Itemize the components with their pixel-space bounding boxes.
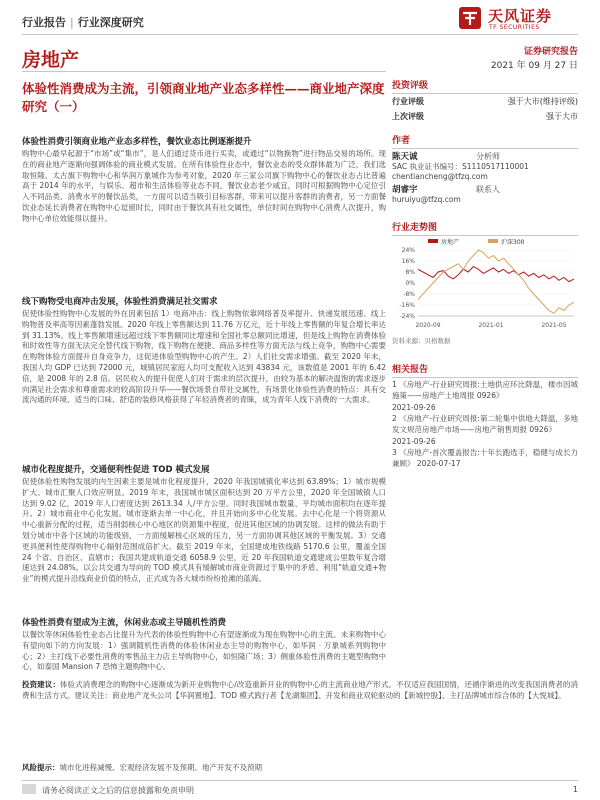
rating-key: 上次评级 <box>392 112 424 121</box>
section-heading: 投资建议： <box>22 680 60 689</box>
related-report-date: 2021-09-26 <box>392 403 436 412</box>
x-tick-label: 2021-01 <box>478 322 504 329</box>
section-paragraph: 购物中心最早起源于“市场”或“集市”，是人们通过货币进行买卖，或通过“以物换物”进行物品交易的场所。现在的商业地产逐渐向强调体验的商业模式发展。在所有体验性业态中，餐饮业态的受众群体最为广泛，我们选取恒隆、太古旗下购物中心和华润万象城作为参考对象，2020 年三家公司旗下购物中心的餐饮业态占比普遍高于 2014 年的水平，与娱乐、超市和生活体验等业态不同，餐饮业态老少咸宜，同时可根据购物中心定位引入不同品类、消费水平的餐饮品类，一方面可以适当吸引目标客群，带来可以提升客群的消费者，另一方面餐饮业态延长消费者在购物中心逗留时长，同时由于餐饮具有社交属性，单位时间在购物中心消费人次提升，购物中心单位效能得以提升。 <box>22 149 386 223</box>
author-name: 胡睿宇 <box>392 185 418 195</box>
legend-label: 沪深300 <box>501 239 525 246</box>
y-tick-label: 0% <box>405 280 415 287</box>
rating-key: 行业评级 <box>392 97 424 106</box>
y-tick-label: -24% <box>399 313 415 320</box>
section-heading: 体验性消费引领商业地产业态多样性，餐饮业态比例逐渐提升 <box>22 137 252 147</box>
rating-row <box>392 96 578 109</box>
y-tick-label: 8% <box>405 269 415 276</box>
section-drivers <box>22 295 386 406</box>
author-role: 联系人 <box>476 185 500 194</box>
footer-divider <box>22 780 578 781</box>
report-type: 证券研究报告 <box>523 47 578 57</box>
logo-text-en: TF SECURITIES <box>489 24 540 31</box>
category-separator: | <box>70 16 74 29</box>
report-date: 2021 年 09 月 27 日 <box>490 61 578 71</box>
section-heading: 体验性消费有望成为主流，休闲业态或主导随机性消费 <box>22 618 227 628</box>
author-email[interactable]: huruiyu@tfzq.com <box>392 195 461 204</box>
authors-panel <box>392 133 578 205</box>
legend-label: 房地产 <box>441 239 460 246</box>
author-email[interactable]: chentiancheng@tfzq.com <box>392 172 488 181</box>
chart-source: 资料来源：贝格数据 <box>392 337 451 345</box>
legend-swatch <box>488 239 498 243</box>
authors-heading: 作者 <box>392 133 578 149</box>
section-heading: 城市化程度提升，交通便利性促进 TOD 模式发展 <box>22 465 210 475</box>
author-name: 陈天诚 <box>392 152 418 162</box>
y-tick-label: -8% <box>403 291 415 298</box>
x-tick-label: 2021-05 <box>541 322 567 329</box>
rating-value: 强于大市(维持评级) <box>507 97 578 106</box>
company-logo <box>458 4 578 34</box>
author-entry <box>392 185 578 205</box>
legend-swatch <box>428 239 438 243</box>
page-number: 1 <box>572 785 578 794</box>
series-line <box>418 250 574 313</box>
section-paragraph: 促使体验性购物中心发展的外在因素包括 1）电商冲击：线上购物依靠网络普及率提升、快递发展迅速、线上购物普及率高等因素蓬勃发展。2020 年线上零售额达到 11.76 万亿元，近十年线上零售额的年复合增长率达到 31.13%。线上零售额增速远超过线下零售额同比增速和全国社零总额同比增速，但是线上购物在消费体验和时效性等方面无法完全替代线下购物，线下购物在便捷、商品多样性等方面无法与线上竞争，购物中心需要在购物体验方面提升自身竞争力，这促进体验型购物中心的产生。2）人们社交需求增强。截至 2020 年末，我国人均 GDP 已达到 72000 元，城镇居民家庭人均可支配收入达到 43834 元，该数值是 2001 年的 6.42 倍，是 2008 年的 2.8 倍。居民收入的提升促使人们对于需求的层次提升，由较为基本的解决温饱的需求逐步向满足社会需求和尊重需求的较高阶段升华——餐饮场景自带社交属性，有场景化体验性消费的特点：具有交流沟通的环境、适当的口味、舒适的装修风格获得了年轻消费者的青睐，成为青年人线下消费的一大需求。 <box>22 309 386 405</box>
sector-divider <box>22 71 386 72</box>
header-divider <box>22 34 578 35</box>
category-tag: 行业报告 <box>22 16 66 29</box>
report-title: 体验性消费成为主流，引领商业地产业态多样性——商业地产深度研究（一） <box>22 81 385 114</box>
section-overview <box>22 135 386 225</box>
section-paragraph: 以餐饮等休闲体验性业态占比提升为代表的体验性购物中心有望逐渐成为现在购物中心的主流。未来购物中心有望向如下的方向发展：1）强调随机性消费的体验休闲业态主导的购物中心，如华润 · 万象城系列购物中心；2）主打线下必要性消费的零售品主力店主导购物中心，如恒隆广场；3）侧重体验性消费的主题型购物中心，如泰国 Mansion 7 恐怖主题购物中心。 <box>22 630 386 672</box>
logo-mark-icon <box>458 6 482 30</box>
y-tick-label: -16% <box>399 302 415 309</box>
section-urbanization <box>22 463 386 585</box>
rating-row <box>392 111 578 124</box>
sector-title: 房地产 <box>22 49 80 71</box>
section-heading: 线下购物受电商冲击发展，体验性消费满足社交需求 <box>22 297 218 307</box>
section-heading: 风险提示： <box>22 763 60 772</box>
author-role: 分析师 <box>476 152 500 161</box>
trend-panel <box>392 220 578 345</box>
author-entry <box>392 152 578 182</box>
y-tick-label: 16% <box>401 258 415 265</box>
related-report-date: 2021-09-26 <box>392 437 436 446</box>
related-heading: 相关报告 <box>392 362 578 378</box>
section-paragraph: 城市化进程减慢、宏观经济发展不及预期、地产开发不及预期 <box>59 763 262 772</box>
trend-heading: 行业走势图 <box>392 220 578 236</box>
footer-icon <box>22 784 36 794</box>
report-category <box>22 14 144 30</box>
logo-text-cn: 天风证券 <box>488 7 553 25</box>
subcategory-tag: 行业深度研究 <box>77 16 144 29</box>
section-risk <box>22 763 578 774</box>
related-panel <box>392 362 578 469</box>
section-investment <box>22 680 578 702</box>
related-report-link[interactable]: 3 《房地产-首次覆盖报告:十年长跑选手，稳健与成长力兼顾》 2020-07-17 <box>392 448 578 468</box>
related-report-link[interactable]: 2 《房地产-行业研究周报:第二轮集中供地大降温，多地发文规范房地产市场——房地产销售周报 0926》 <box>392 414 578 434</box>
related-report-link[interactable]: 1 《房地产-行业研究周报:土地供应环比降温，楼市因城施策——房地产土地周报 0926》 <box>392 380 578 400</box>
trend-chart <box>392 236 578 330</box>
y-tick-label: 24% <box>401 247 415 254</box>
rating-panel <box>392 78 578 124</box>
rating-heading: 投资评级 <box>392 78 578 94</box>
footer-disclaimer[interactable]: 请务必阅读正文之后的信息披露和免责申明 <box>42 786 194 795</box>
x-tick-label: 2020-09 <box>415 322 441 329</box>
section-outlook <box>22 616 386 673</box>
section-paragraph: 体验式消费理念的购物中心逐渐成为新开业购物中心/改造重新开业的购物中心的主流商业地产形式。不仅适应我国国情，还循序渐进的改变我国消费者的消费和生活方式。建议关注：商业地产龙头公司【华润置地】、TOD 模式践行者【龙湖集团】、开发和商业双轮驱动的【新城控股】、主打品牌城市综合体的【大悦城】。 <box>22 680 579 700</box>
author-cert: SAC 执业证书编号：S1110517110001 <box>392 162 529 171</box>
rating-value: 强于大市 <box>546 112 578 121</box>
section-paragraph: 促使体验性购物发展的内生因素主要是城市化程度提升，2020 年我国城镇化率达到 63.89%；1）城市规模扩大、城市汇聚人口效应明显。2019 年末，我国城市城区面积达到 20 万平方公里，2020 年全国城镇人口达到 9.02 亿，2019 年人口密度达到 2613.34 人/平方公里。同时我国城市数量、平均城市面积均在逐年提升。2）城市商业中心化发展。城市逐渐去单一中心化，并且开始向多中心化发展。去中心化是一个将资源从中心重新分配的过程，适当削弱核心中心地区的资源集中程度，促进其他区域的协调发展。这样的做法有助于划分城市中各个区域的功能级别，一方面缓解核心区域的压力，另一方面协调其他区域的平衡发展。3）交通更具便利性使得购物中心辐射范围成倍扩大。截至 2019 年末，全国建成地铁线路 5170.6 公里，覆盖全国 24 个省、自治区、直辖市；我国共建成轨道交通 6058.9 公里，近 20 年我国轨道交通建成公里数年复合增速达到 24.08%。以公共交通为导向的 TOD 模式具有缓解城市商业资源过于集中的矛盾、利用“轨道交通+物业”的模式提升沿线商业价值的特点，正式成为各大城市纷纷抢滩的蓝海。 <box>22 477 386 584</box>
